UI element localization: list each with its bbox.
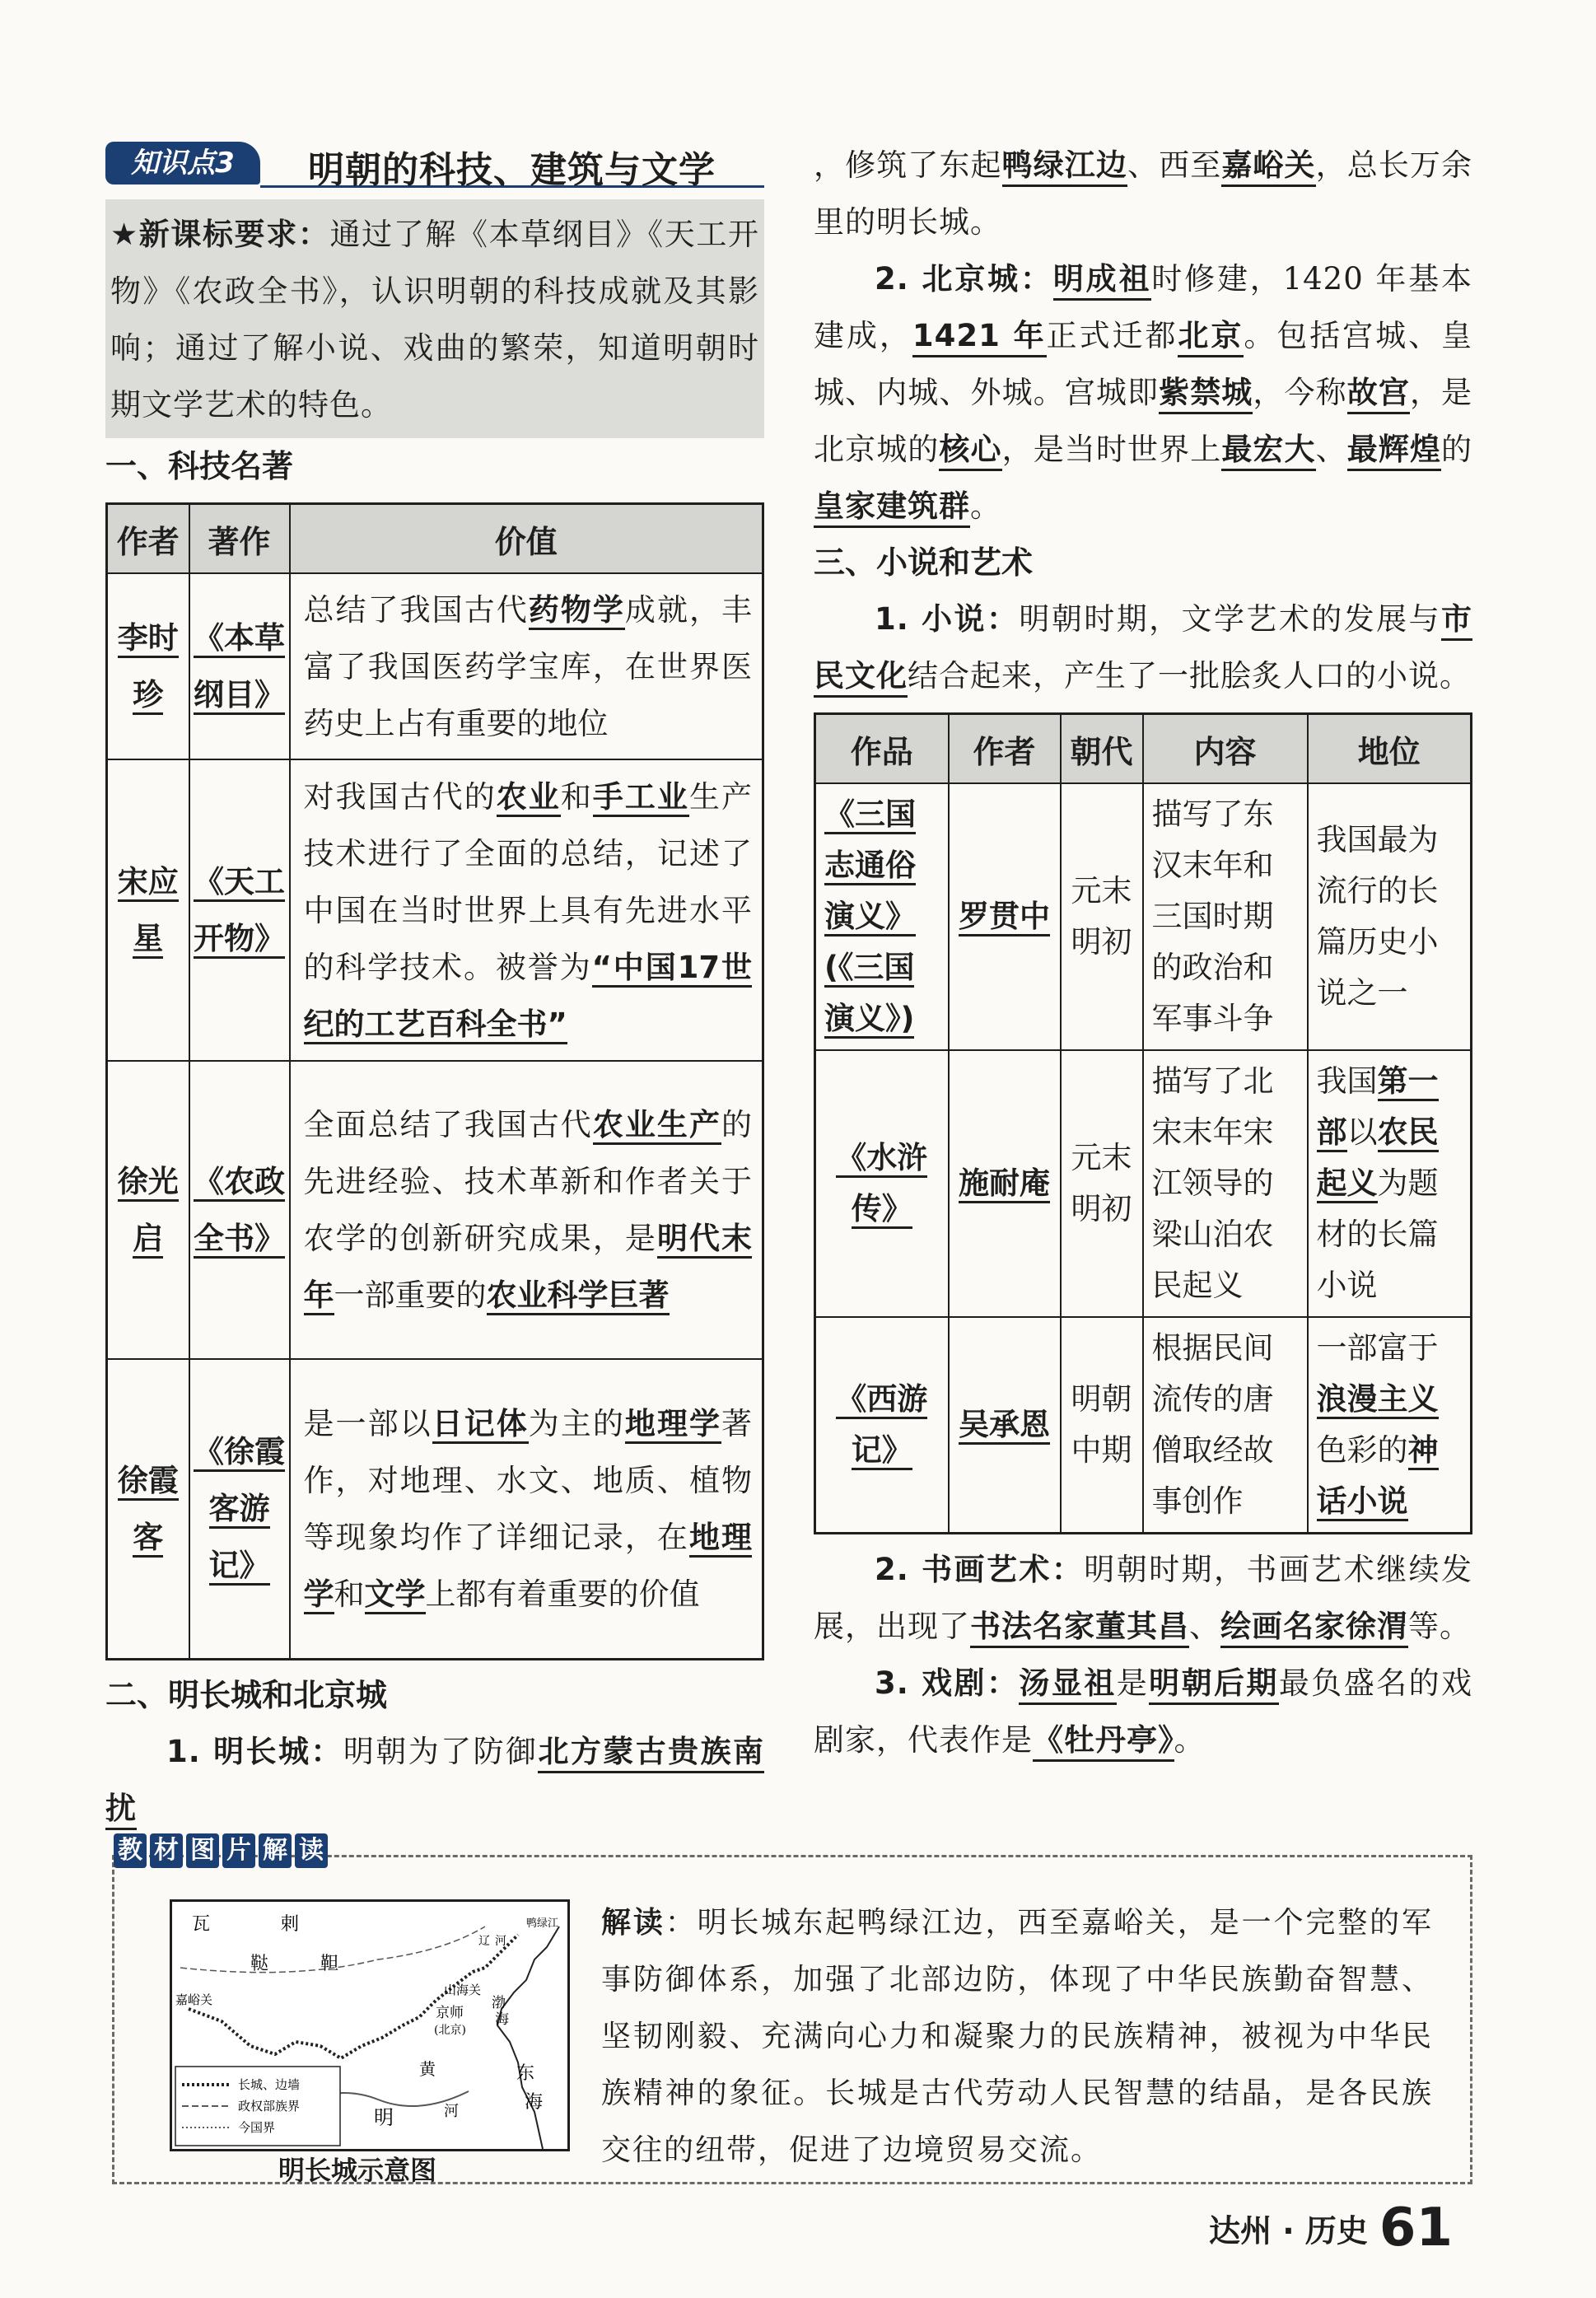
work-cell: 《西游记》 [815,1317,949,1534]
tech-table [105,502,764,1660]
dynasty-cell: 元末明初 [1061,783,1143,1050]
page-number: 61 [1379,2198,1453,2258]
map-label: 海 [525,2092,544,2113]
table-row [815,1317,1472,1534]
requirement-text: 通过了解《本草纲目》《天工开物》《农政全书》，认识明朝的科技成就及其影响；通过了解小说、戏曲的繁荣，知道明朝时期文学艺术的特色。 [110,217,759,423]
painting-paragraph: 2. 书画艺术：明朝时期，书画艺术继续发展，出现了书法名家董其昌、绘画名家徐渭等。 [814,1541,1472,1655]
map-label: 明 [374,2106,394,2129]
author-cell: 施耐庵 [949,1050,1061,1317]
wall-heading: 二、明长城和北京城 [105,1676,388,1713]
tech-th-author: 作者 [107,504,189,574]
novel-table [814,712,1472,1534]
section-header [105,138,764,191]
value-cell: 全面总结了我国古代农业生产的先进经验、技术革新和作者关于农学的创新研究成果，是明代末年一部重要的农业科学巨著 [290,1061,763,1359]
status-cell: 我国第一部以农民起义为题材的长篇小说 [1308,1050,1472,1317]
drama-paragraph: 3. 戏剧：汤显祖是明朝后期最负盛名的戏剧家，代表作是《牡丹亭》。 [814,1655,1472,1768]
tag-char: 片 [222,1833,255,1868]
work-cell: 《本草纲目》 [189,573,290,759]
tag-char: 材 [150,1833,183,1868]
map-explanation [601,1894,1433,2179]
map-label: 靼 [320,1954,339,1974]
requirement-label: ★新课标要求： [110,217,330,252]
legend-label: 政权部族界 [238,2099,301,2114]
table-row [815,783,1472,1050]
map-label: 海 [495,2011,509,2028]
novel-th-work: 作品 [815,714,949,784]
left-column [105,138,764,1837]
tag-char: 解 [259,1833,292,1868]
map-label: 鸭绿江 [526,1917,559,1930]
status-cell: 我国最为流行的长篇历史小说之一 [1308,783,1472,1050]
explanation-label: 解读 [601,1906,665,1940]
map-label: 山海关 [444,1983,482,1997]
map-label: 嘉峪关 [175,1992,213,2007]
author-cell: 罗贯中 [949,783,1061,1050]
content-cell: 描写了东汉末年和三国时期的政治和军事斗争 [1143,783,1308,1050]
table-row [107,573,763,759]
novel-table-header [815,714,1472,784]
table-row [107,759,763,1061]
right-column [814,137,1472,1768]
tag-char: 图 [186,1833,219,1868]
author-cell: 徐霞客 [107,1359,189,1659]
map-label: 东 [516,2063,535,2084]
map-caption: 明长城示意图 [278,2155,437,2186]
legend-label: 今国界 [238,2120,276,2135]
great-wall-map [170,1899,570,2151]
page-footer [1209,2198,1453,2258]
table-row [815,1050,1472,1317]
legend-label: 长城、边墙 [238,2077,301,2092]
novel-th-content: 内容 [1143,714,1308,784]
table-row [107,1359,763,1659]
work-cell: 《徐霞客游记》 [189,1359,290,1659]
novel-th-status: 地位 [1308,714,1472,784]
tech-th-work: 著作 [189,504,290,574]
knowledge-badge: 知识点3 [105,142,260,184]
map-label: 渤 [492,1995,506,2011]
tag-char: 读 [295,1833,328,1868]
map-label: 河 [444,2103,459,2120]
content-cell: 描写了北宋末年宋江领导的梁山泊农民起义 [1143,1050,1308,1317]
requirement-box [105,199,764,438]
explanation-text: ：明长城东起鸭绿江边，西至嘉峪关，是一个完整的军事防御体系，加强了北部边防，体现了中华民族勤奋智慧、坚韧刚毅、充满向心力和凝聚力的民族精神，被视为中华民族精神的象征。长城是古代劳动人民智慧的结晶，是各民族交往的纽带，促进了边境贸易交流。 [601,1906,1433,2167]
work-cell: 《天工开物》 [189,759,290,1061]
section-title: 明朝的科技、建筑与文学 [308,149,716,191]
map-label: 河 [495,1935,506,1948]
value-cell: 对我国古代的农业和手工业生产技术进行了全面的总结，记述了中国在当时世界上具有先进水平的科学技术。被誉为“中国17世纪的工艺百科全书” [290,759,763,1061]
author-cell: 徐光启 [107,1061,189,1359]
value-cell: 总结了我国古代药物学成就，丰富了我国医药学宝库，在世界医药史上占有重要的地位 [290,573,763,759]
great-wall-paragraph-start: 1. 明长城：明朝为了防御北方蒙古贵族南扰 [105,1723,764,1837]
tech-heading: 一、科技名著 [105,448,294,484]
picture-reading-tag [114,1833,328,1868]
coastline [497,1927,559,2149]
map-label: 京师 [436,2005,464,2021]
value-cell: 是一部以日记体为主的地理学著作，对地理、水文、地质、植物等现象均作了详细记录，在地理学和文学上都有着重要的价值 [290,1359,763,1659]
status-cell: 一部富于浪漫主义色彩的神话小说 [1308,1317,1472,1534]
work-cell: 《水浒传》 [815,1050,949,1317]
dynasty-cell: 明朝中期 [1061,1317,1143,1534]
map-label: 瓦 [192,1914,211,1935]
map-label: 鞑 [250,1954,269,1974]
great-wall-paragraph-end: ，修筑了东起鸭绿江边、西至嘉峪关，总长万余里的明长城。 [814,147,1473,240]
table-row [107,1061,763,1359]
map-label: 剌 [281,1914,300,1935]
footer-label: 达州 · 历史 [1209,2212,1368,2249]
work-cell: 《三国志通俗演义》(《三国演义》) [815,783,949,1050]
novel-th-dynasty: 朝代 [1061,714,1143,784]
tech-th-value: 价值 [290,504,763,574]
map-label: 黄 [419,2059,436,2079]
map-label: (北京) [434,2024,466,2037]
tag-char: 教 [114,1833,147,1868]
map-drawing [172,1902,567,2149]
work-cell: 《农政全书》 [189,1061,290,1359]
beijing-paragraph: 2. 北京城：明成祖时修建，1420 年基本建成，1421 年正式迁都北京。包括宫城、皇城、内城、外城。宫城即紫禁城，今称故宫，是北京城的核心，是当时世界上最宏大、最辉煌的皇家建筑群。 [814,250,1472,535]
author-cell: 李时珍 [107,573,189,759]
novel-paragraph: 1. 小说：明朝时期，文学艺术的发展与市民文化结合起来，产生了一批脍炙人口的小说。 [814,591,1472,704]
novel-th-author: 作者 [949,714,1061,784]
map-label: 辽 [478,1935,490,1948]
author-cell: 吴承恩 [949,1317,1061,1534]
novel-heading: 三、小说和艺术 [814,544,1034,581]
author-cell: 宋应星 [107,759,189,1061]
content-cell: 根据民间流传的唐僧取经故事创作 [1143,1317,1308,1534]
dynasty-cell: 元末明初 [1061,1050,1143,1317]
tech-table-header [107,504,763,574]
